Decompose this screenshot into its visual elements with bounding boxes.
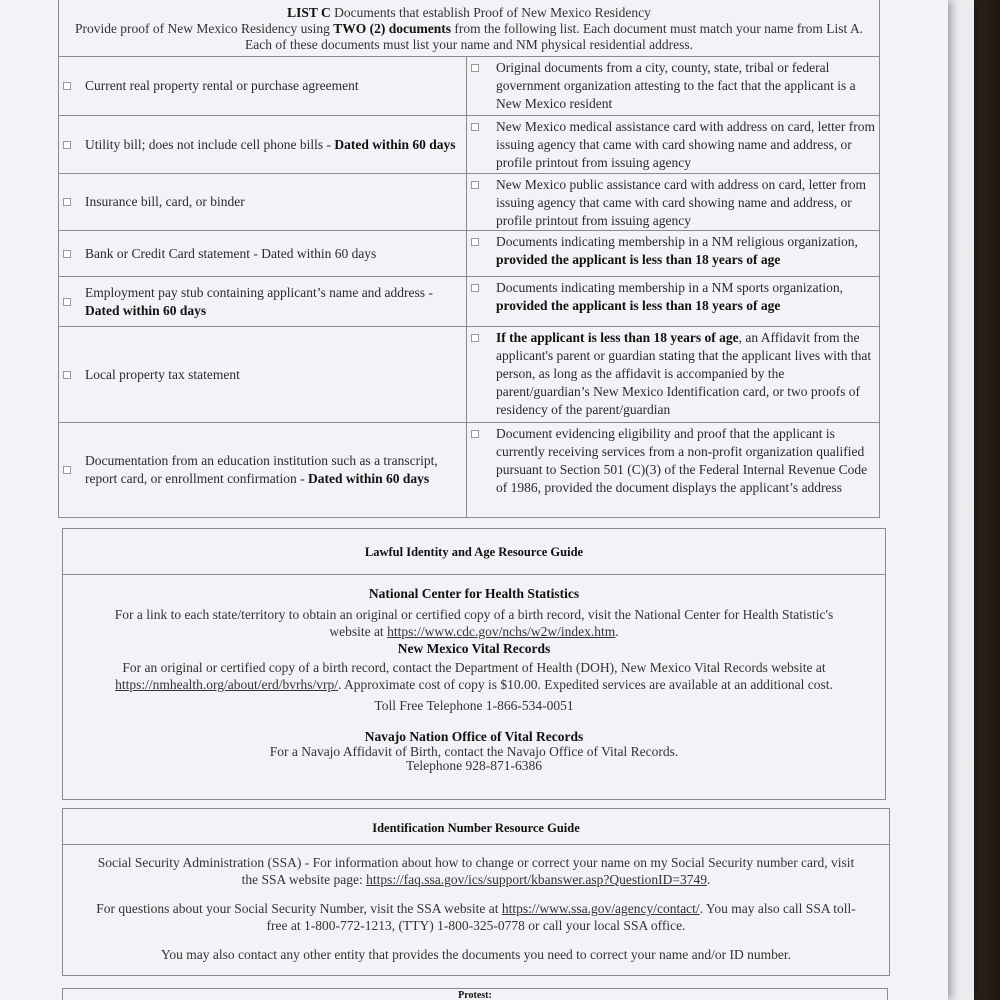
list-c-left-cell: Documentation from an education institution such as a transcript, report card, or enrollment confirmation - Dated within 60 days xyxy=(59,423,467,517)
list-c-right-cell: If the applicant is less than 18 years of age, an Affidavit from the applicant's parent or guardian stating that the applicant lives with that person, as long as the affidavit is accompanied by the parent/guardian’s New Mexico Identification card, or two proofs of residency of the parent/guardian xyxy=(467,327,879,422)
navajo-text: For a Navajo Affidavit of Birth, contact the Navajo Office of Vital Records. xyxy=(269,744,679,759)
list-c-right-cell: Documents indicating membership in a NM religious organization, provided the applicant is less than 18 years of age xyxy=(467,231,879,276)
list-c-right-cell: Original documents from a city, county, state, tribal or federal government organization attesting to the fact that the applicant is a New Mexico resident xyxy=(467,57,879,115)
nchs-heading: National Center for Health Statistics xyxy=(368,586,580,601)
checkbox[interactable] xyxy=(63,198,71,206)
list-c-left-cell: Bank or Credit Card statement - Dated within 60 days xyxy=(59,231,467,276)
list-c-row xyxy=(59,423,879,517)
nm-vital-records-link[interactable]: https://nmhealth.org/about/erd/bvrhs/vrp/ xyxy=(115,677,338,692)
checkbox[interactable] xyxy=(471,430,479,438)
checkbox[interactable] xyxy=(63,250,71,258)
list-c-row xyxy=(59,57,879,116)
list-c-row xyxy=(59,327,879,423)
list-c-left-cell: Employment pay stub containing applicant’s name and address - Dated within 60 days xyxy=(59,277,467,326)
navajo-heading: Navajo Nation Office of Vital Records xyxy=(364,729,584,744)
list-c-left-cell: Utility bill; does not include cell phone bills - Dated within 60 days xyxy=(59,116,467,173)
nchs-link[interactable]: https://www.cdc.gov/nchs/w2w/index.htm xyxy=(387,624,616,639)
protest-section xyxy=(62,988,888,1000)
lawful-guide-title: Lawful Identity and Age Resource Guide xyxy=(63,529,885,575)
list-c-instructions: Provide proof of New Mexico Residency using TWO (2) documents from the following list. Each document must match your name from List A. Each of these documents must list your name and NM physical residential address. xyxy=(74,21,864,52)
list-c-row xyxy=(59,116,879,174)
list-c-left-cell: Current real property rental or purchase agreement xyxy=(59,57,467,115)
list-c-row xyxy=(59,174,879,231)
nm-vital-records-heading: New Mexico Vital Records xyxy=(397,641,551,656)
checkbox[interactable] xyxy=(63,371,71,379)
list-c-table xyxy=(58,0,880,518)
nm-phone: Toll Free Telephone 1-866-534-0051 xyxy=(374,698,574,713)
id-guide-body: Social Security Administration (SSA) - For information about how to change or correct your name on my Social Security number card, visit the SSA website page: https://faq.ssa.gov/ics/support/kbanswer.asp?QuestionID=3749. For questions about your Social Security Number, visit the SSA website at https://www.ssa.gov/agency/contact/. You may also call SSA toll-free at 1-800-772-1213, (TTY) 1-800-325-0778 or call your local SSA office. You may also contact any other entity that provides the documents you need to correct your name and/or ID number. xyxy=(96,855,856,962)
checkbox[interactable] xyxy=(63,298,71,306)
identification-number-guide xyxy=(62,808,890,976)
checkbox[interactable] xyxy=(471,284,479,292)
checkbox[interactable] xyxy=(471,238,479,246)
list-c-right-cell: Document evidencing eligibility and proof that the applicant is currently receiving services from a non-profit organization qualified pursuant to Section 501 (C)(3) of the Federal Internal Revenue Code of 1986, provided the document displays the applicant’s address xyxy=(467,423,879,517)
navajo-phone: Telephone 928-871-6386 xyxy=(406,758,542,773)
ssa-contact-link[interactable]: https://www.ssa.gov/agency/contact/ xyxy=(501,901,700,916)
lawful-identity-guide xyxy=(62,528,886,800)
checkbox[interactable] xyxy=(471,181,479,189)
ssa-faq-link[interactable]: https://faq.ssa.gov/ics/support/kbanswer.asp?QuestionID=3749 xyxy=(366,872,708,887)
list-c-right-cell: Documents indicating membership in a NM sports organization, provided the applicant is less than 18 years of age xyxy=(467,277,879,326)
checkbox[interactable] xyxy=(63,82,71,90)
list-c-header xyxy=(59,0,879,57)
list-c-left-cell: Local property tax statement xyxy=(59,327,467,422)
checkbox[interactable] xyxy=(63,466,71,474)
checkbox[interactable] xyxy=(471,64,479,72)
list-c-row xyxy=(59,231,879,277)
other-entity-text: You may also contact any other entity that provides the documents you need to correct your name and/or ID number. xyxy=(161,947,791,962)
protest-label: Protest: xyxy=(458,990,492,1000)
list-c-title: LIST C Documents that establish Proof of New Mexico Residency xyxy=(287,5,651,20)
lawful-guide-body: National Center for Health Statistics For a link to each state/territory to obtain an original or certified copy of a birth record, visit the National Center for Health Statistic's website at https://www.cdc.gov/nchs/w2w/index.htm. New Mexico Vital Records For an original or certified copy of a birth record, contact the Department of Health (DOH), New Mexico Vital Records website at https://nmhealth.org/about/erd/bvrhs/vrp/. Approximate cost of copy is $10.00. Expedited services are available at an additional cost. Toll Free Telephone 1-866-534-0051 Navajo Nation Office of Vital Records For a Navajo Affidavit of Birth, contact the Navajo Office of Vital Records. Telephone 928-871-6386 xyxy=(63,575,885,773)
checkbox[interactable] xyxy=(471,334,479,342)
list-c-row xyxy=(59,277,879,327)
checkbox[interactable] xyxy=(471,123,479,131)
list-c-right-cell: New Mexico public assistance card with address on card, letter from issuing agency that came with card showing name and address, or profile printout from issuing agency xyxy=(467,174,879,230)
id-guide-title: Identification Number Resource Guide xyxy=(63,809,889,845)
list-c-left-cell: Insurance bill, card, or binder xyxy=(59,174,467,230)
checkbox[interactable] xyxy=(63,141,71,149)
list-c-right-cell: New Mexico medical assistance card with address on card, letter from issuing agency that came with card showing name and address, or profile printout from issuing agency xyxy=(467,116,879,173)
